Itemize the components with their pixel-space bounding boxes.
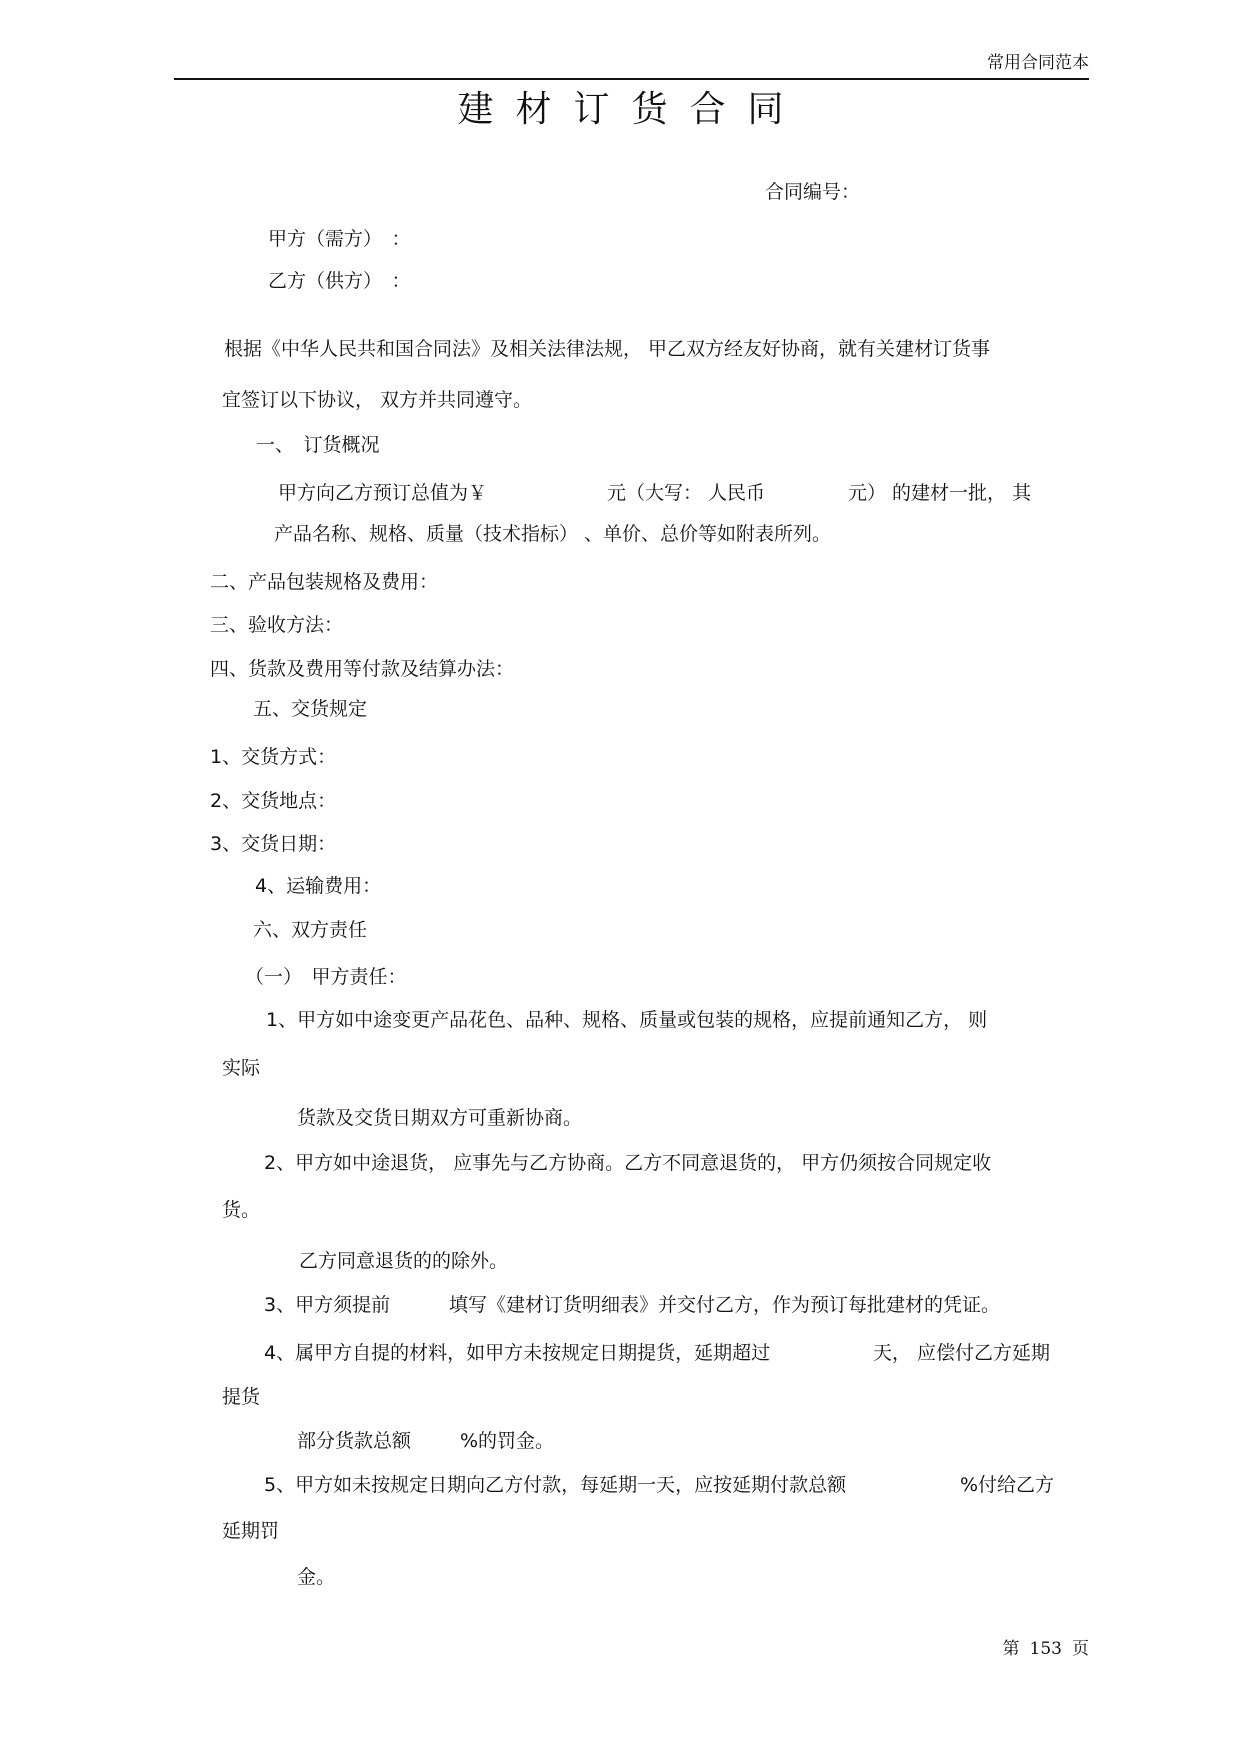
duty-4-line-3-b: %的罚金。 bbox=[460, 1430, 555, 1452]
section-1-text-a: 甲方向乙方预订总值为￥ bbox=[278, 482, 488, 504]
document-title: 建材订货合同 bbox=[457, 89, 806, 130]
footer-prefix: 第 bbox=[1002, 1639, 1020, 1659]
contract-number-label: 合同编号： bbox=[765, 181, 861, 203]
section-6-heading: 六、双方责任 bbox=[253, 919, 368, 941]
duty-5-line-3: 金。 bbox=[297, 1566, 336, 1588]
preamble-line-1: 根据《中华人民共和国合同法》及相关法律法规， 甲乙双方经友好协商，就有关建材订货事 bbox=[224, 338, 991, 360]
party-b-label: 乙方（供方） ： bbox=[268, 270, 411, 292]
duty-2-line-3: 乙方同意退货的的除外。 bbox=[299, 1250, 509, 1272]
footer-suffix: 页 bbox=[1072, 1639, 1089, 1659]
duty-1-line-3: 货款及交货日期双方可重新协商。 bbox=[297, 1107, 583, 1129]
preamble-line-2: 宜签订以下协议， 双方并共同遵守。 bbox=[222, 389, 533, 411]
section-5-item-4: 4、运输费用： bbox=[255, 875, 382, 897]
duty-2-line-1: 2、甲方如中途退货， 应事先与乙方协商。乙方不同意退货的， 甲方仍须按合同规定收 bbox=[264, 1152, 992, 1174]
duty-4-text-b: 天， 应偿付乙方延期 bbox=[873, 1342, 1051, 1364]
duty-5-text-a: 5、甲方如未按规定日期向乙方付款，每延期一天，应按延期付款总额 bbox=[264, 1474, 847, 1496]
duty-3-text-a: 3、甲方须提前 bbox=[264, 1294, 391, 1316]
section-5-item-1: 1、交货方式： bbox=[210, 746, 337, 768]
duty-4-line-2: 提货 bbox=[222, 1386, 261, 1408]
duty-3-text-b: 填写《建材订货明细表》并交付乙方，作为预订每批建材的凭证。 bbox=[449, 1294, 1001, 1316]
duty-1-line-2: 实际 bbox=[222, 1057, 261, 1079]
duty-1-line-1: 1、甲方如中途变更产品花色、品种、规格、质量或包装的规格，应提前通知乙方， 则 bbox=[266, 1009, 988, 1031]
section-3-heading: 三、验收方法： bbox=[210, 614, 344, 636]
duty-4-text-a: 4、属甲方自提的材料，如甲方未按规定日期提货，延期超过 bbox=[264, 1342, 771, 1364]
section-1-text-b: 元（大写： 人民币 bbox=[607, 482, 766, 504]
duty-4-line-3-a: 部分货款总额 bbox=[297, 1430, 412, 1452]
party-a-label: 甲方（需方） ： bbox=[268, 228, 411, 250]
duty-5-line-2: 延期罚 bbox=[222, 1520, 280, 1542]
header-label: 常用合同范本 bbox=[987, 53, 1089, 73]
page-footer bbox=[1003, 1638, 1089, 1660]
page-number: 153 bbox=[1029, 1639, 1062, 1659]
section-4-heading: 四、货款及费用等付款及结算办法： bbox=[210, 658, 515, 680]
duty-2-line-2: 货。 bbox=[222, 1199, 261, 1221]
section-2-heading: 二、产品包装规格及费用： bbox=[210, 571, 439, 593]
duty-5-text-b: %付给乙方 bbox=[960, 1474, 1055, 1496]
section-5-item-2: 2、交货地点： bbox=[210, 790, 337, 812]
section-5-heading: 五、交货规定 bbox=[253, 698, 368, 720]
section-6-sub-1: （一） 甲方责任： bbox=[245, 966, 407, 988]
section-1-heading: 一、 订货概况 bbox=[256, 434, 380, 456]
section-5-item-3: 3、交货日期： bbox=[210, 833, 337, 855]
section-1-line-2: 产品名称、规格、质量（技术指标） 、单价、总价等如附表所列。 bbox=[274, 523, 832, 545]
header-rule bbox=[174, 78, 1089, 80]
section-1-text-c: 元） 的建材一批， 其 bbox=[848, 482, 1032, 504]
